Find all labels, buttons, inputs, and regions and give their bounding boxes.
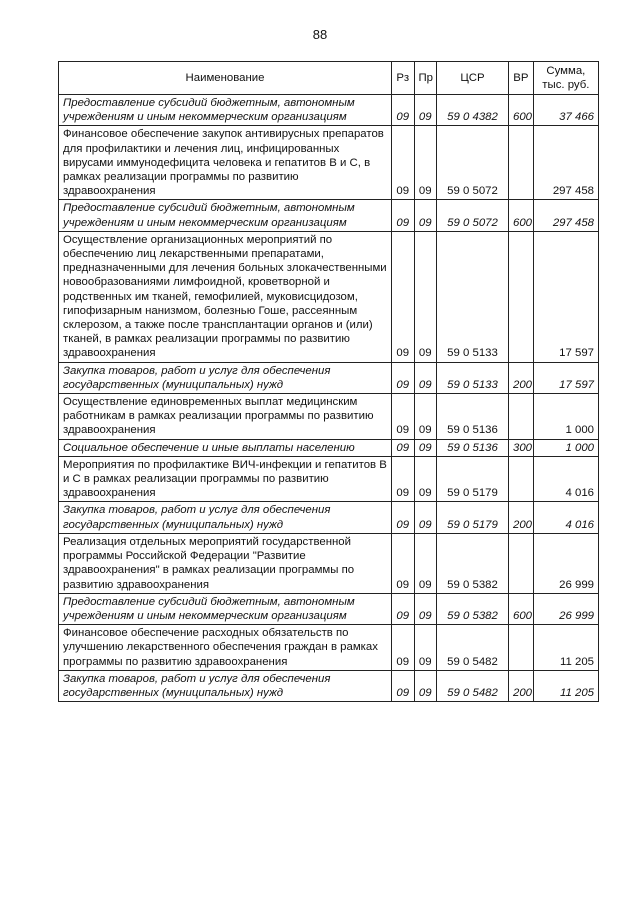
cell-vr: 200 <box>509 502 534 533</box>
cell-csr: 59 0 5133 <box>437 231 509 362</box>
cell-vr: 600 <box>509 200 534 231</box>
cell-csr: 59 0 5072 <box>437 126 509 200</box>
header-csr: ЦСР <box>437 62 509 95</box>
cell-vr: 200 <box>509 670 534 701</box>
cell-rz: 09 <box>392 200 415 231</box>
cell-vr <box>509 456 534 502</box>
table-row <box>59 533 599 593</box>
table-row <box>59 200 599 231</box>
cell-rz: 09 <box>392 625 415 671</box>
cell-name: Предоставление субсидий бюджетным, автономным учреждениям и иным некоммерческим организациям <box>59 95 392 126</box>
cell-pr: 09 <box>414 593 437 624</box>
cell-pr: 09 <box>414 200 437 231</box>
cell-name: Предоставление субсидий бюджетным, автономным учреждениям и иным некоммерческим организациям <box>59 200 392 231</box>
header-sum: Сумма, тыс. руб. <box>533 62 598 95</box>
cell-name: Осуществление единовременных выплат медицинским работникам в рамках реализации программы по развитию здравоохранения <box>59 394 392 440</box>
cell-csr: 59 0 5482 <box>437 625 509 671</box>
cell-pr: 09 <box>414 394 437 440</box>
cell-name: Реализация отдельных мероприятий государственной программы Российской Федерации "Развитие здравоохранения" в рамках реализации программы по развитию здравоохранения <box>59 533 392 593</box>
budget-table <box>58 61 599 702</box>
cell-sum: 297 458 <box>533 126 598 200</box>
table-body <box>59 95 599 702</box>
table-header-row <box>59 62 599 95</box>
cell-csr: 59 0 5072 <box>437 200 509 231</box>
cell-sum: 1 000 <box>533 394 598 440</box>
table-row <box>59 126 599 200</box>
cell-rz: 09 <box>392 456 415 502</box>
cell-name: Осуществление организационных мероприятий по обеспечению лиц лекарственными препаратами, предназначенными для лечения больных злокачественными новообразованиями лимфоидной, кроветворной и родственных им тканей, гемофилией, муковисцидозом, гипофизарным нанизмом, болезнью Гоше, рассеянным склерозом, а также после трансплантации органов и (или) тканей, в рамках реализации программы по развитию здравоохранения <box>59 231 392 362</box>
cell-name: Финансовое обеспечение закупок антивирусных препаратов для профилактики и лечения лиц, инфицированных вирусами иммунодефицита человека и гепатитов В и С, в рамках реализации программы по развитию здравоохранения <box>59 126 392 200</box>
cell-rz: 09 <box>392 502 415 533</box>
cell-vr: 600 <box>509 95 534 126</box>
cell-rz: 09 <box>392 593 415 624</box>
cell-name: Закупка товаров, работ и услуг для обеспечения государственных (муниципальных) нужд <box>59 502 392 533</box>
cell-pr: 09 <box>414 95 437 126</box>
cell-csr: 59 0 5179 <box>437 456 509 502</box>
cell-csr: 59 0 5482 <box>437 670 509 701</box>
cell-pr: 09 <box>414 625 437 671</box>
cell-rz: 09 <box>392 95 415 126</box>
table-row <box>59 231 599 362</box>
cell-vr <box>509 625 534 671</box>
cell-csr: 59 0 4382 <box>437 95 509 126</box>
cell-sum: 4 016 <box>533 502 598 533</box>
cell-sum: 17 597 <box>533 231 598 362</box>
cell-rz: 09 <box>392 362 415 393</box>
cell-vr <box>509 533 534 593</box>
cell-csr: 59 0 5382 <box>437 593 509 624</box>
cell-rz: 09 <box>392 126 415 200</box>
cell-name: Предоставление субсидий бюджетным, автономным учреждениям и иным некоммерческим организациям <box>59 593 392 624</box>
page-number: 88 <box>312 27 328 42</box>
cell-vr: 200 <box>509 362 534 393</box>
cell-vr <box>509 394 534 440</box>
table-row <box>59 95 599 126</box>
cell-sum: 37 466 <box>533 95 598 126</box>
cell-csr: 59 0 5136 <box>437 394 509 440</box>
cell-sum: 11 205 <box>533 625 598 671</box>
cell-name: Социальное обеспечение и иные выплаты населению <box>59 439 392 456</box>
cell-name: Финансовое обеспечение расходных обязательств по улучшению лекарственного обеспечения граждан в рамках программы по развитию здравоохранения <box>59 625 392 671</box>
cell-sum: 26 999 <box>533 533 598 593</box>
cell-name: Мероприятия по профилактике ВИЧ-инфекции и гепатитов В и С в рамках реализации программы по развитию здравоохранения <box>59 456 392 502</box>
table-row <box>59 439 599 456</box>
cell-sum: 1 000 <box>533 439 598 456</box>
cell-sum: 26 999 <box>533 593 598 624</box>
header-pr: Пр <box>414 62 437 95</box>
cell-rz: 09 <box>392 439 415 456</box>
cell-vr: 300 <box>509 439 534 456</box>
cell-vr <box>509 126 534 200</box>
cell-name: Закупка товаров, работ и услуг для обеспечения государственных (муниципальных) нужд <box>59 362 392 393</box>
table-row <box>59 362 599 393</box>
table-row <box>59 670 599 701</box>
header-name: Наименование <box>59 62 392 95</box>
cell-pr: 09 <box>414 362 437 393</box>
cell-sum: 297 458 <box>533 200 598 231</box>
table-row <box>59 625 599 671</box>
cell-csr: 59 0 5133 <box>437 362 509 393</box>
cell-rz: 09 <box>392 394 415 440</box>
cell-sum: 4 016 <box>533 456 598 502</box>
cell-pr: 09 <box>414 126 437 200</box>
cell-rz: 09 <box>392 670 415 701</box>
cell-rz: 09 <box>392 231 415 362</box>
cell-vr: 600 <box>509 593 534 624</box>
cell-name: Закупка товаров, работ и услуг для обеспечения государственных (муниципальных) нужд <box>59 670 392 701</box>
cell-pr: 09 <box>414 231 437 362</box>
cell-pr: 09 <box>414 439 437 456</box>
table-row <box>59 456 599 502</box>
cell-pr: 09 <box>414 456 437 502</box>
table-row <box>59 593 599 624</box>
cell-csr: 59 0 5382 <box>437 533 509 593</box>
cell-pr: 09 <box>414 502 437 533</box>
table-row <box>59 502 599 533</box>
cell-sum: 11 205 <box>533 670 598 701</box>
cell-pr: 09 <box>414 533 437 593</box>
cell-csr: 59 0 5136 <box>437 439 509 456</box>
cell-sum: 17 597 <box>533 362 598 393</box>
cell-pr: 09 <box>414 670 437 701</box>
cell-csr: 59 0 5179 <box>437 502 509 533</box>
header-vr: ВР <box>509 62 534 95</box>
cell-vr <box>509 231 534 362</box>
header-rz: Рз <box>392 62 415 95</box>
table-row <box>59 394 599 440</box>
cell-rz: 09 <box>392 533 415 593</box>
